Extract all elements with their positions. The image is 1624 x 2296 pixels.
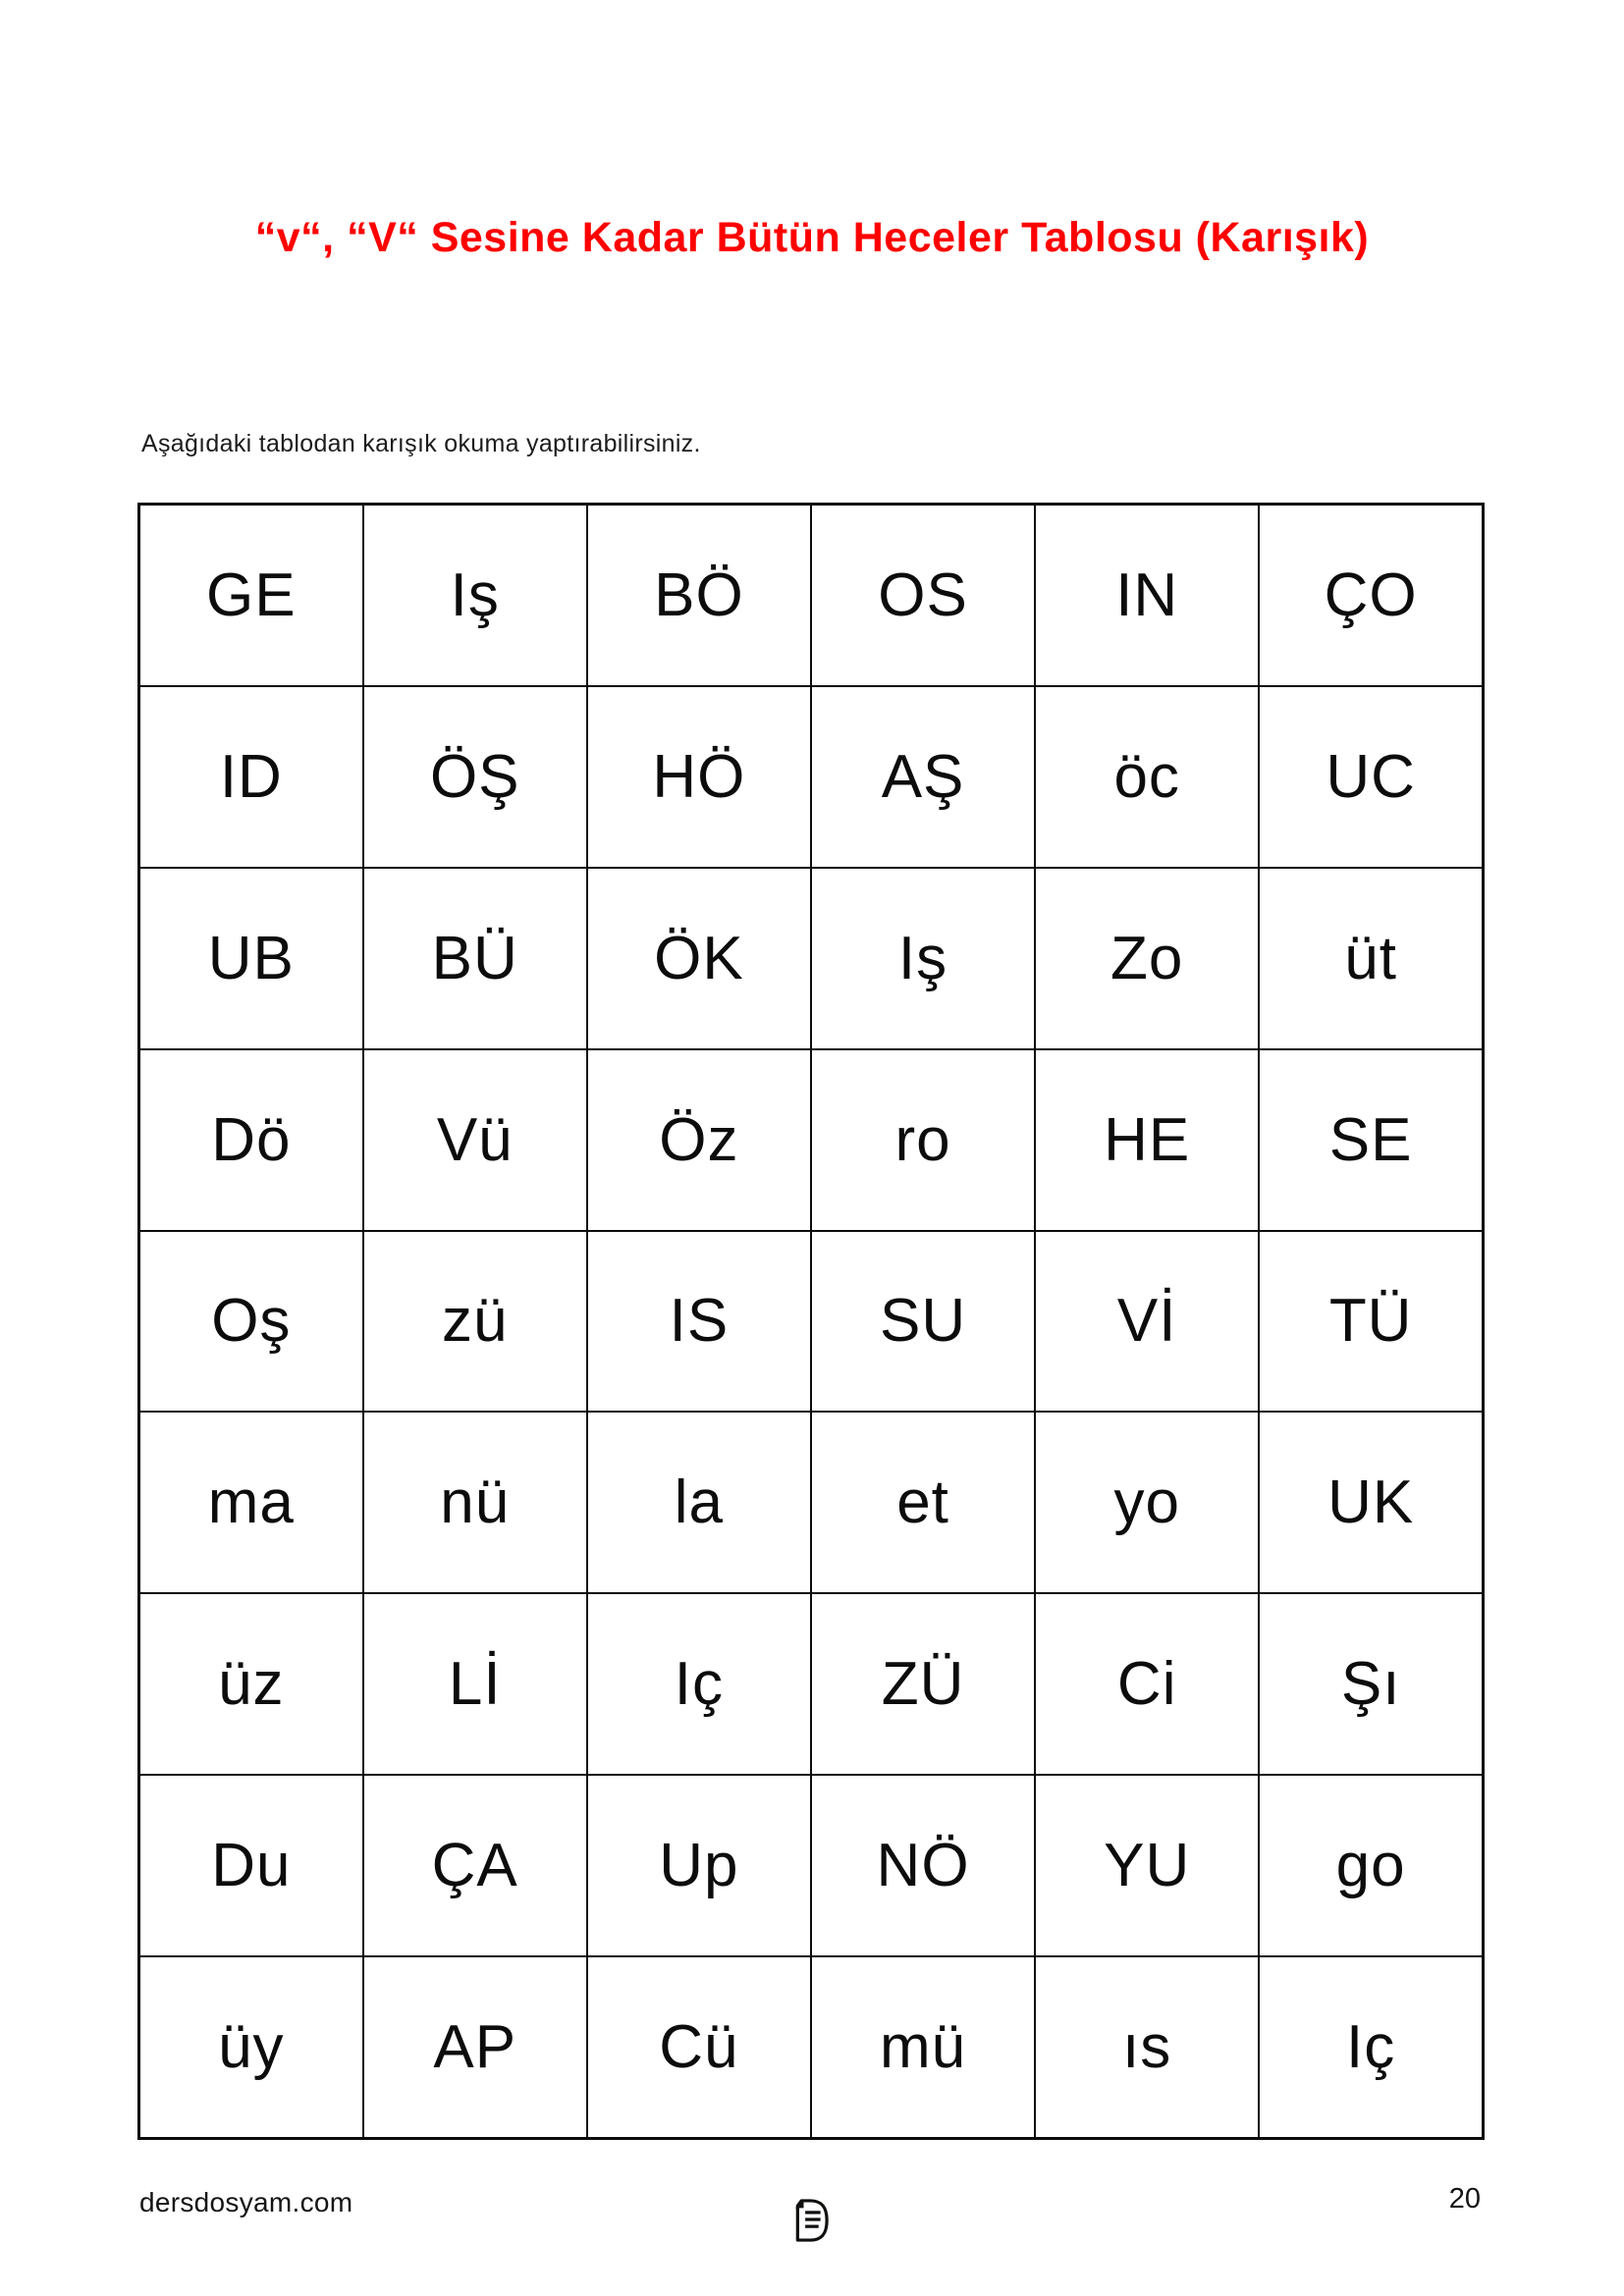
- syllable-cell: ÖŞ: [363, 686, 587, 868]
- page-number: 20: [1448, 2183, 1481, 2215]
- table-row: [139, 1593, 1484, 1775]
- syllable-cell: la: [587, 1412, 811, 1593]
- table-row: [139, 1412, 1484, 1593]
- syllable-cell: et: [811, 1412, 1035, 1593]
- syllable-cell: üt: [1259, 868, 1483, 1049]
- syllable-cell: Ci: [1035, 1593, 1259, 1775]
- syllable-cell: ZÜ: [811, 1593, 1035, 1775]
- syllable-cell: ro: [811, 1049, 1035, 1231]
- syllable-cell: AŞ: [811, 686, 1035, 868]
- syllable-cell: ma: [139, 1412, 363, 1593]
- syllable-cell: ÇO: [1259, 505, 1483, 687]
- syllable-cell: üz: [139, 1593, 363, 1775]
- syllable-cell: Du: [139, 1775, 363, 1956]
- syllable-cell: Iş: [811, 868, 1035, 1049]
- syllable-cell: Iç: [1259, 1956, 1483, 2139]
- syllable-cell: Lİ: [363, 1593, 587, 1775]
- syllable-cell: Vİ: [1035, 1231, 1259, 1413]
- syllable-cell: IS: [587, 1231, 811, 1413]
- syllable-cell: zü: [363, 1231, 587, 1413]
- syllable-cell: NÖ: [811, 1775, 1035, 1956]
- syllable-cell: mü: [811, 1956, 1035, 2139]
- syllable-cell: GE: [139, 505, 363, 687]
- syllable-table-body: [139, 505, 1484, 2139]
- table-row: [139, 1231, 1484, 1413]
- syllable-cell: Zo: [1035, 868, 1259, 1049]
- syllable-cell: HE: [1035, 1049, 1259, 1231]
- syllable-cell: BÖ: [587, 505, 811, 687]
- syllable-cell: ÇA: [363, 1775, 587, 1956]
- table-row: [139, 686, 1484, 868]
- syllable-cell: SE: [1259, 1049, 1483, 1231]
- table-row: [139, 1775, 1484, 1956]
- syllable-cell: Vü: [363, 1049, 587, 1231]
- syllable-cell: HÖ: [587, 686, 811, 868]
- syllable-cell: öc: [1035, 686, 1259, 868]
- syllable-cell: TÜ: [1259, 1231, 1483, 1413]
- syllable-cell: BÜ: [363, 868, 587, 1049]
- syllable-cell: nü: [363, 1412, 587, 1593]
- instruction-text: Aşağıdaki tablodan karışık okuma yaptırabilirsiniz.: [141, 430, 701, 457]
- syllable-cell: Oş: [139, 1231, 363, 1413]
- syllable-cell: Dö: [139, 1049, 363, 1231]
- syllable-cell: Up: [587, 1775, 811, 1956]
- syllable-cell: ıs: [1035, 1956, 1259, 2139]
- table-row: [139, 868, 1484, 1049]
- syllable-cell: Öz: [587, 1049, 811, 1231]
- syllable-cell: OS: [811, 505, 1035, 687]
- syllable-cell: AP: [363, 1956, 587, 2139]
- syllable-cell: go: [1259, 1775, 1483, 1956]
- table-row: [139, 1049, 1484, 1231]
- document-icon: [788, 2199, 830, 2242]
- syllable-cell: üy: [139, 1956, 363, 2139]
- table-row: [139, 1956, 1484, 2139]
- syllable-cell: YU: [1035, 1775, 1259, 1956]
- footer-site-url: dersdosyam.com: [139, 2187, 353, 2217]
- syllable-cell: UK: [1259, 1412, 1483, 1593]
- syllable-cell: yo: [1035, 1412, 1259, 1593]
- page-title: “v“, “V“ Sesine Kadar Bütün Heceler Tablosu (Karışık): [254, 214, 1370, 261]
- syllable-cell: ID: [139, 686, 363, 868]
- syllable-cell: Iş: [363, 505, 587, 687]
- syllable-cell: ÖK: [587, 868, 811, 1049]
- syllable-cell: UB: [139, 868, 363, 1049]
- syllable-cell: SU: [811, 1231, 1035, 1413]
- syllable-cell: Cü: [587, 1956, 811, 2139]
- syllable-cell: Şı: [1259, 1593, 1483, 1775]
- syllable-cell: IN: [1035, 505, 1259, 687]
- page-footer: [0, 2181, 1624, 2250]
- table-row: [139, 505, 1484, 687]
- syllable-cell: Iç: [587, 1593, 811, 1775]
- syllable-table: [137, 503, 1485, 2140]
- syllable-cell: UC: [1259, 686, 1483, 868]
